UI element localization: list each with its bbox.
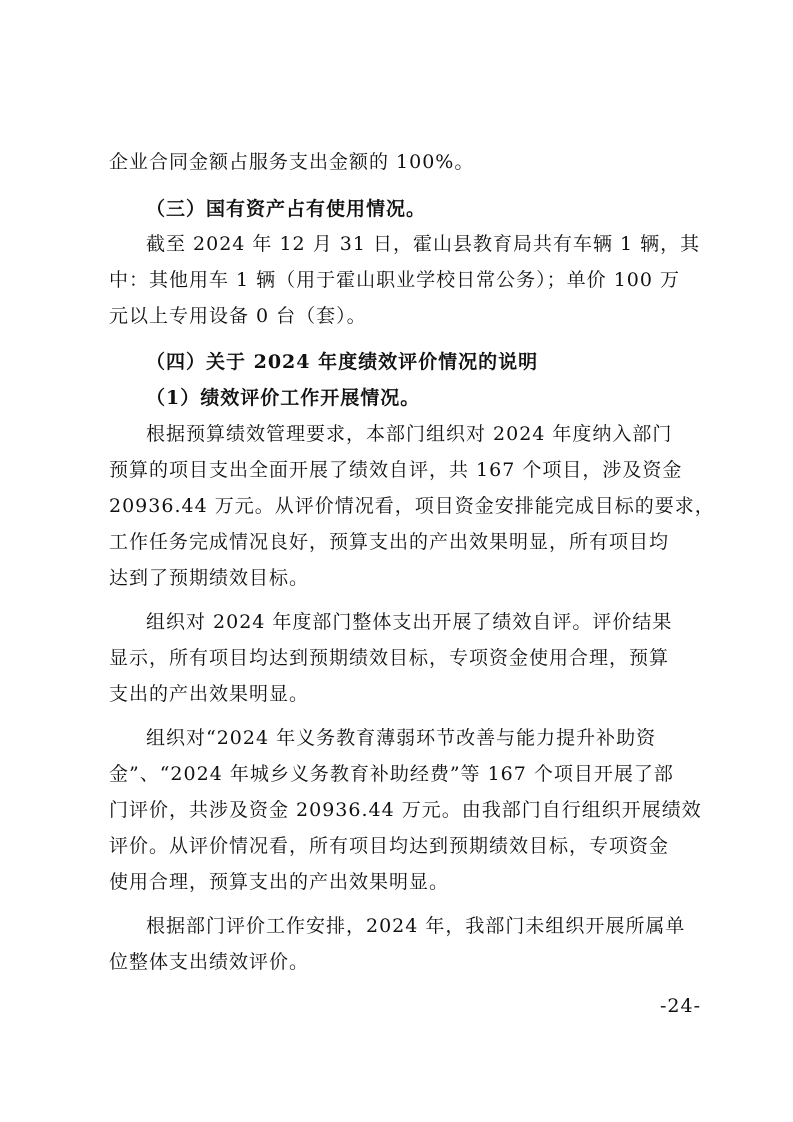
text-line: 中：其他用车 1 辆（用于霍山职业学校日常公务）；单价 100 万 xyxy=(109,269,681,291)
text-line: 元以上专用设备 0 台（套）。 xyxy=(109,305,367,327)
text-line: 使用合理，预算支出的产出效果明显。 xyxy=(109,871,450,893)
text-line: 组织对 2024 年度部门整体支出开展了绩效自评。评价结果 xyxy=(146,611,673,633)
text-line: 评价。从评价情况看，所有项目均达到预期绩效目标，专项资金 xyxy=(109,835,670,857)
page-number: -24- xyxy=(660,995,702,1017)
text-line: 截至 2024 年 12 月 31 日，霍山县教育局共有车辆 1 辆，其 xyxy=(146,233,701,255)
subsection-heading: （1）绩效评价工作开展情况。 xyxy=(146,387,421,409)
text-line: 金”、“2024 年城乡义务教育补助经费”等 167 个项目开展了部 xyxy=(109,763,674,785)
text-line: 根据部门评价工作安排，2024 年，我部门未组织开展所属单 xyxy=(146,915,686,937)
text-line: 根据预算绩效管理要求，本部门组织对 2024 年度纳入部门 xyxy=(146,423,673,445)
text-line: 显示，所有项目均达到预期绩效目标，专项资金使用合理，预算 xyxy=(109,647,670,669)
text-line: 预算的项目支出全面开展了绩效自评，共 167 个项目，涉及资金 xyxy=(109,459,683,481)
text-line: 组织对“2024 年义务教育薄弱环节改善与能力提升补助资 xyxy=(146,727,657,749)
text-line: 支出的产出效果明显。 xyxy=(109,683,310,705)
text-line: 门评价，共涉及资金 20936.44 万元。由我部门自行组织开展绩效 xyxy=(109,799,702,821)
text-line: 工作任务完成情况良好，预算支出的产出效果明显，所有项目均 xyxy=(109,531,670,553)
section-heading: （三）国有资产占有使用情况。 xyxy=(146,198,427,220)
text-line: 20936.44 万元。从评价情况看，项目资金安排能完成目标的要求， xyxy=(109,495,715,517)
text-line: 企业合同金额占服务支出金额的 100%。 xyxy=(109,151,475,173)
section-heading: （四）关于 2024 年度绩效评价情况的说明 xyxy=(146,351,539,373)
text-line: 位整体支出绩效评价。 xyxy=(109,951,310,973)
text-line: 达到了预期绩效目标。 xyxy=(109,567,310,589)
